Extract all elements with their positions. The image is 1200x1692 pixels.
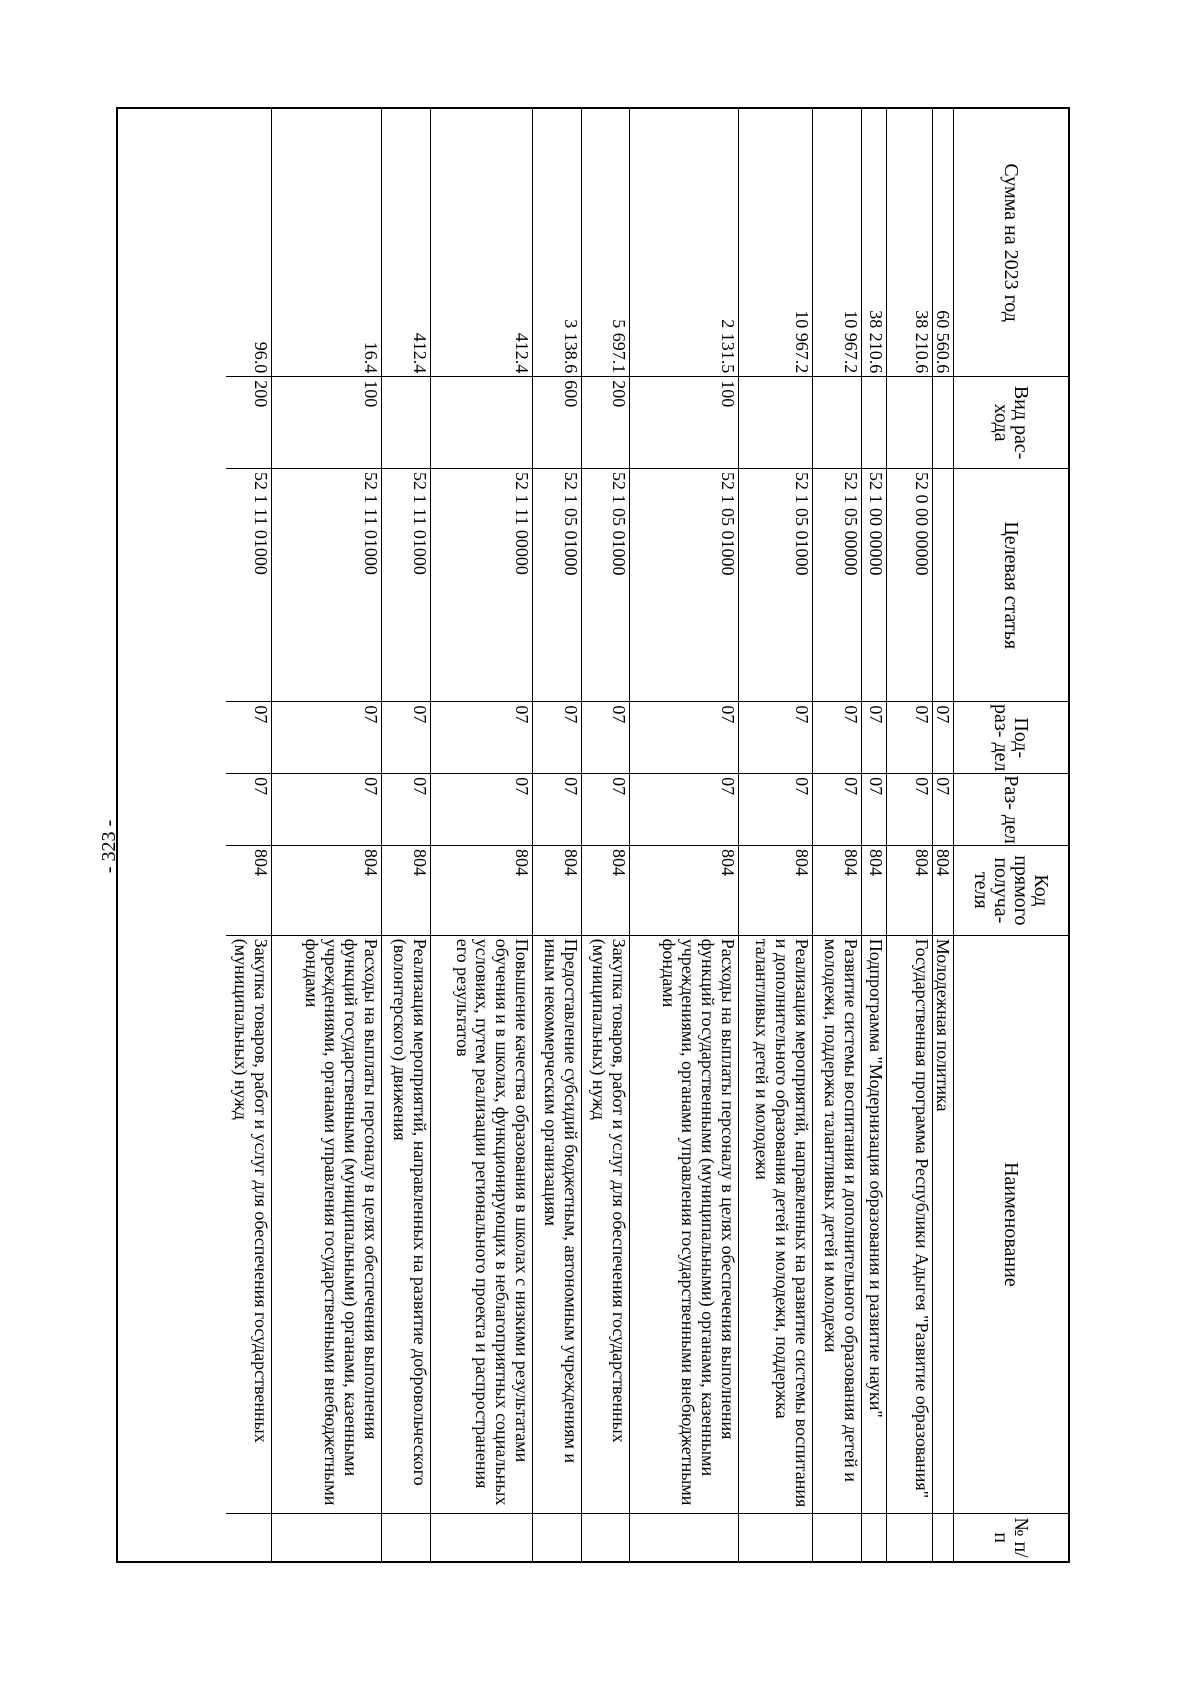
cell-no <box>932 1513 953 1561</box>
table-row <box>886 109 933 1561</box>
table-row <box>381 109 431 1561</box>
cell-name: Предоставление субсидий бюджетным, автономным учреждениям и иным некоммерческим организациям <box>532 935 581 1513</box>
cell-sum: 3 138.6 <box>561 319 581 374</box>
cell-podrazdel: 07 <box>532 701 581 773</box>
cell-name: Реализация мероприятий, направленных на развитие добровольческого (волонтерского) движения <box>381 935 430 1513</box>
header-no: № п/п <box>954 1513 1068 1561</box>
cell-vid <box>886 376 932 468</box>
cell-podrazdel: 07 <box>932 701 953 773</box>
table-row <box>226 109 272 1561</box>
cell-code: 804 <box>226 845 271 935</box>
table-body <box>116 107 1070 1563</box>
cell-code: 804 <box>812 845 861 935</box>
page-number: - 323 - <box>98 819 121 873</box>
cell-no <box>430 1513 532 1561</box>
cell-razdel: 07 <box>226 773 271 845</box>
table-row <box>812 109 862 1561</box>
header-podrazdel: Под- раз- дел <box>954 701 1068 773</box>
cell-razdel: 07 <box>581 773 629 845</box>
cell-no <box>226 1513 271 1561</box>
cell-name: Государственная программа Республики Адыгея "Развитие образования" <box>886 935 932 1513</box>
cell-cs: 52 0 00 00000 <box>886 468 932 701</box>
cell-name: Развитие системы воспитания и дополнительного образования детей и молодежи, поддержка талантливых детей и молодежи <box>812 935 861 1513</box>
cell-podrazdel: 07 <box>226 701 271 773</box>
cell-code: 804 <box>381 845 430 935</box>
cell-razdel: 07 <box>932 773 953 845</box>
cell-razdel: 07 <box>271 773 381 845</box>
cell-name: Закупка товаров, работ и услуг для обеспечения государственных (муниципальных) нужд <box>581 935 629 1513</box>
cell-sum: 5 697.1 <box>609 319 629 374</box>
cell-sum: 412.4 <box>512 332 532 374</box>
cell-name: Подпрограмма "Модернизация образования и развитие науки" <box>861 935 886 1513</box>
cell-code: 804 <box>932 845 953 935</box>
cell-razdel: 07 <box>532 773 581 845</box>
cell-cs: 52 1 00 00000 <box>861 468 886 701</box>
cell-vid <box>932 376 953 468</box>
cell-no <box>532 1513 581 1561</box>
cell-cs: 52 1 05 00000 <box>812 468 861 701</box>
cell-no <box>581 1513 629 1561</box>
header-cs: Целевая статья <box>954 468 1068 701</box>
cell-no <box>381 1513 430 1561</box>
cell-name: Закупка товаров, работ и услуг для обеспечения государственных (муниципальных) нужд <box>226 935 271 1513</box>
table-header-row <box>954 109 1068 1561</box>
cell-code: 804 <box>886 845 932 935</box>
table-row <box>430 109 533 1561</box>
cell-razdel: 07 <box>861 773 886 845</box>
cell-no <box>271 1513 381 1561</box>
cell-cs: 52 1 05 01000 <box>532 468 581 701</box>
cell-podrazdel: 07 <box>861 701 886 773</box>
cell-vid <box>861 376 886 468</box>
cell-vid: 600 <box>532 376 581 468</box>
cell-no <box>629 1513 738 1561</box>
cell-code: 804 <box>271 845 381 935</box>
cell-cs: 52 1 11 01000 <box>381 468 430 701</box>
header-name: Наименование <box>954 935 1068 1513</box>
cell-no <box>861 1513 886 1561</box>
cell-code: 804 <box>861 845 886 935</box>
header-razdel: Раз- дел <box>954 773 1068 845</box>
table-row <box>629 109 739 1561</box>
cell-cs <box>932 468 953 701</box>
cell-sum: 60 560.6 <box>933 310 953 374</box>
cell-sum: 2 131.5 <box>718 319 738 374</box>
cell-name: Повышение качества образования в школах с низкими результатами обучения и в школах, функционирующих в неблагоприятных социальных условиях, путем реализации регионального проекта и распространения его результатов <box>430 935 532 1513</box>
cell-razdel: 07 <box>738 773 812 845</box>
cell-code: 804 <box>738 845 812 935</box>
budget-table <box>116 107 1070 1563</box>
cell-razdel: 07 <box>430 773 532 845</box>
cell-podrazdel: 07 <box>629 701 738 773</box>
cell-cs: 52 1 05 01000 <box>738 468 812 701</box>
cell-cs: 52 1 11 00000 <box>430 468 532 701</box>
cell-podrazdel: 07 <box>886 701 932 773</box>
table-row <box>271 109 382 1561</box>
cell-razdel: 07 <box>381 773 430 845</box>
cell-podrazdel: 07 <box>738 701 812 773</box>
table-row <box>532 109 582 1561</box>
cell-sum: 38 210.6 <box>912 310 932 374</box>
cell-sum: 10 967.2 <box>792 310 812 374</box>
cell-sum: 16.4 <box>361 341 381 374</box>
cell-no <box>886 1513 932 1561</box>
cell-vid: 200 <box>581 376 629 468</box>
cell-podrazdel: 07 <box>381 701 430 773</box>
cell-razdel: 07 <box>886 773 932 845</box>
cell-code: 804 <box>430 845 532 935</box>
cell-razdel: 07 <box>812 773 861 845</box>
cell-podrazdel: 07 <box>430 701 532 773</box>
cell-vid: 200 <box>226 376 271 468</box>
header-code: Код прямого получа- теля <box>954 845 1068 935</box>
table-row <box>932 109 954 1561</box>
cell-vid <box>812 376 861 468</box>
cell-no <box>738 1513 812 1561</box>
cell-no <box>812 1513 861 1561</box>
cell-name: Реализация мероприятий, направленных на развитие системы воспитания и дополнительного образования детей и молодежи, поддержка талантливых детей и молодежи <box>738 935 812 1513</box>
cell-vid <box>381 376 430 468</box>
cell-cs: 52 1 05 01000 <box>629 468 738 701</box>
header-vid: Вид рас- хода <box>954 376 1068 468</box>
cell-sum: 412.4 <box>410 332 430 374</box>
table-row <box>861 109 887 1561</box>
cell-code: 804 <box>629 845 738 935</box>
table-row <box>738 109 813 1561</box>
cell-vid: 100 <box>271 376 381 468</box>
cell-vid <box>430 376 532 468</box>
cell-sum: 38 210.6 <box>866 310 886 374</box>
cell-sum: 10 967.2 <box>841 310 861 374</box>
cell-podrazdel: 07 <box>581 701 629 773</box>
cell-cs: 52 1 05 01000 <box>581 468 629 701</box>
cell-vid <box>738 376 812 468</box>
header-sum: Сумма на 2023 год <box>1000 163 1022 322</box>
cell-name: Расходы на выплаты персоналу в целях обеспечения выполнения функций государственными (муниципальными) органами, казенными учреждениями, органами управления государственными внебюджетными фондами <box>271 935 381 1513</box>
cell-podrazdel: 07 <box>271 701 381 773</box>
cell-name: Молодежная политика <box>932 935 953 1513</box>
cell-vid: 100 <box>629 376 738 468</box>
table-row <box>581 109 630 1561</box>
cell-cs: 52 1 11 01000 <box>226 468 271 701</box>
cell-name: Расходы на выплаты персоналу в целях обеспечения выполнения функций государственными (муниципальными) органами, казенными учреждениями, органами управления государственными внебюджетными фондами <box>629 935 738 1513</box>
cell-podrazdel: 07 <box>812 701 861 773</box>
cell-sum: 96.0 <box>251 341 271 374</box>
cell-cs: 52 1 11 01000 <box>271 468 381 701</box>
cell-code: 804 <box>532 845 581 935</box>
cell-code: 804 <box>581 845 629 935</box>
cell-razdel: 07 <box>629 773 738 845</box>
